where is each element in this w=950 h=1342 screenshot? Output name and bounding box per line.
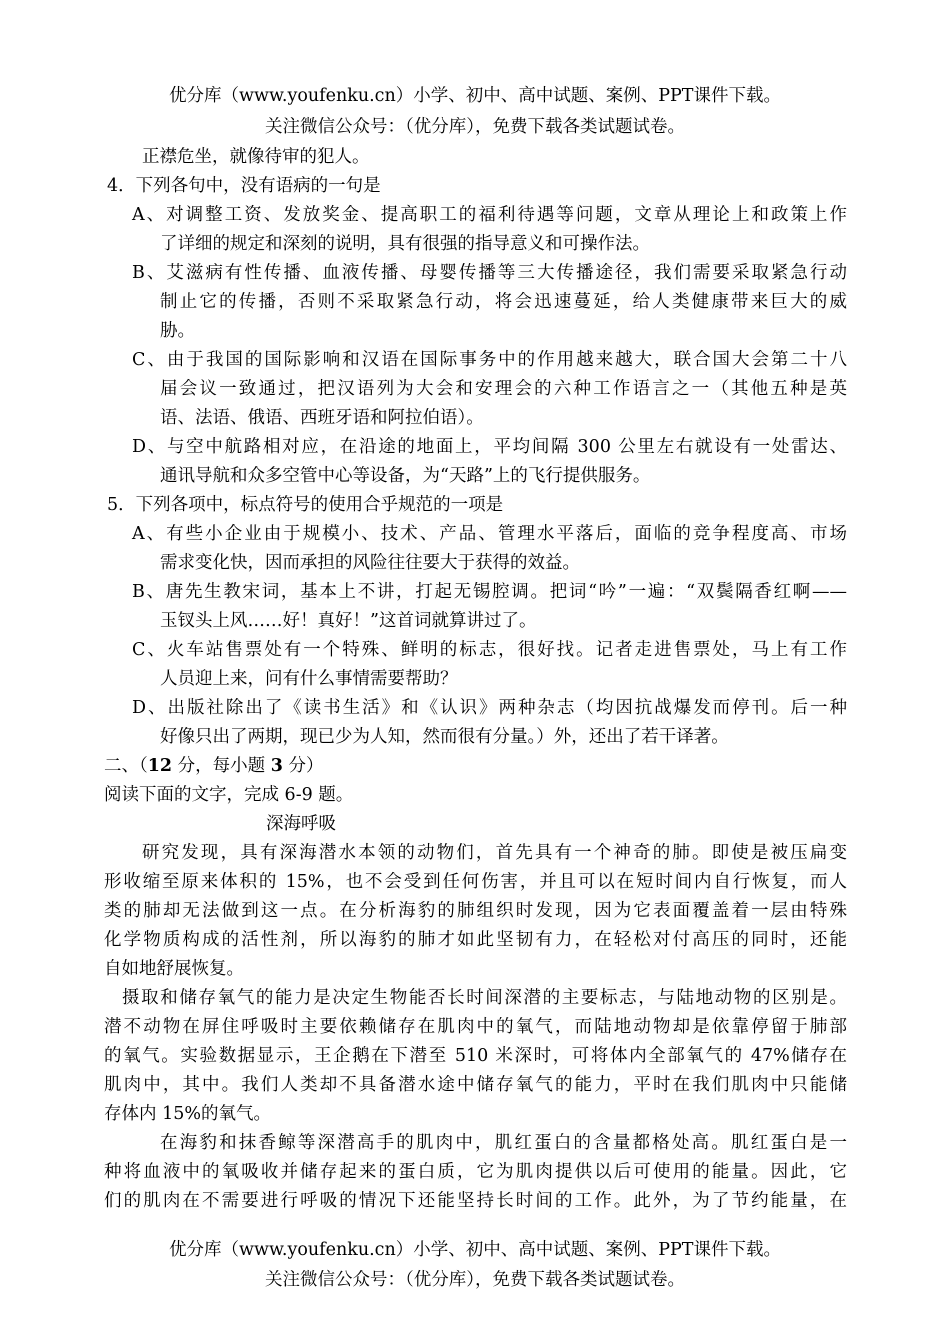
q5-option-a-line-2: 需求变化快，因而承担的风险往往要大于获得的效益。: [160, 553, 580, 573]
q5-option-c-line-2: 人员迎上来，问有什么事情需要帮助？: [160, 669, 458, 689]
q4-option-d-line-2: 通讯导航和众多空管中心等设备，为“天路”上的飞行提供服务。: [160, 466, 651, 486]
section-2-heading: 二、（12 分，每小题 3 分）: [104, 756, 324, 776]
q4-option-d-line-1: D、与空中航路相对应，在沿途的地面上，平均间隔 300 公里左右就设有一处雷达、: [132, 437, 847, 457]
q5-option-b-line-1: B、唐先生教宋词，基本上不讲，打起无锡腔调。把词“吟”一遍：“双鬓隔香红啊——: [132, 582, 847, 602]
footer-line-1: 优分库（www.youfenku.cn）小学、初中、高中试题、案例、PPT课件下载。: [169, 1240, 781, 1260]
passage-p3-line-1: 在海豹和抹香鲸等深潜高手的肌肉中，肌红蛋白的含量都格处高。肌红蛋白是一: [160, 1133, 847, 1153]
q5-option-d-line-2: 好像只出了两期，现已少为人知，然而很有分量。）外，还出了若干译著。: [160, 727, 729, 747]
passage-p2-line-1: 摄取和储存氧气的能力是决定生物能否长时间深潜的主要标志，与陆地动物的区别是。: [122, 988, 847, 1008]
section-2-instruction: 阅读下面的文字，完成 6-9 题。: [104, 785, 354, 805]
passage-p1-line-2: 形收缩至原来体积的 15%，也不会受到任何伤害，并且可以在短时间内自行恢复，而人: [104, 872, 847, 892]
q4-option-b-line-1: B、艾滋病有性传播、血液传播、母婴传播等三大传播途径，我们需要采取紧急行动: [132, 263, 847, 283]
q4-option-b-line-3: 胁。: [160, 321, 195, 341]
header-line-1: 优分库（www.youfenku.cn）小学、初中、高中试题、案例、PPT课件下载。: [169, 86, 781, 106]
q5-stem: 5．下列各项中，标点符号的使用合乎规范的一项是: [107, 495, 504, 515]
q4-option-c-line-3: 语、法语、俄语、西班牙语和阿拉伯语）。: [160, 408, 484, 428]
passage-p2-line-4: 肌肉中，其中。我们人类却不具备潜水途中储存氧气的能力，平时在我们肌肉中只能储: [104, 1075, 847, 1095]
footer-line-2: 关注微信公众号：（优分库），免费下载各类试题试卷。: [265, 1270, 685, 1290]
passage-p2-line-5: 存体内 15%的氧气。: [104, 1104, 271, 1124]
q5-option-c-line-1: C、火车站售票处有一个特殊、鲜明的标志，很好找。记者走进售票处，马上有工作: [132, 640, 847, 660]
q5-option-d-line-1: D、出版社除出了《读书生活》和《认识》两种杂志（均因抗战爆发而停刊。后一种: [132, 698, 847, 718]
q5-option-b-line-2: 玉钗头上风……好！真好！”这首词就算讲过了。: [160, 611, 537, 631]
passage-p2-line-3: 的氧气。实验数据显示，王企鹅在下潜至 510 米深时，可将体内全部氧气的 47%储存在: [104, 1046, 847, 1066]
header-line-2: 关注微信公众号：（优分库），免费下载各类试题试卷。: [265, 117, 685, 137]
passage-p1-line-5: 自如地舒展恢复。: [104, 959, 244, 979]
q4-option-a-line-2: 了详细的规定和深刻的说明，具有很强的指导意义和可操作法。: [160, 234, 650, 254]
passage-p1-line-3: 类的肺却无法做到这一点。在分析海豹的肺组织时发现，因为它表面覆盖着一层由特殊: [104, 901, 847, 921]
q4-option-b-line-2: 制止它的传播，否则不采取紧急行动，将会迅速蔓延，给人类健康带来巨大的威: [160, 292, 847, 312]
passage-p1-line-1: 研究发现，具有深海潜水本领的动物们，首先具有一个神奇的肺。即使是被压扁变: [142, 843, 847, 863]
q5-option-a-line-1: A、有些小企业由于规模小、技术、产品、管理水平落后，面临的竞争程度高、市场: [132, 524, 847, 544]
q4-option-a-line-1: A、对调整工资、发放奖金、提高职工的福利待遇等问题，文章从理论上和政策上作: [132, 205, 847, 225]
passage-p2-line-2: 潜不动物在屏住呼吸时主要依赖储存在肌肉中的氧气，而陆地动物却是依靠停留于肺部: [104, 1017, 847, 1037]
passage-p1-line-4: 化学物质构成的活性剂，所以海豹的肺才如此坚韧有力，在轻松对付高压的同时，还能: [104, 930, 847, 950]
passage-p3-line-3: 们的肌肉在不需要进行呼吸的情况下还能坚持长时间的工作。此外，为了节约能量，在: [104, 1191, 847, 1211]
q4-stem: 4．下列各句中，没有语病的一句是: [107, 176, 381, 196]
q4-option-c-line-2: 届会议一致通过，把汉语列为大会和安理会的六种工作语言之一（其他五种是英: [160, 379, 847, 399]
top-fragment: 正襟危坐，就像待审的犯人。: [142, 147, 370, 167]
q4-option-c-line-1: C、由于我国的国际影响和汉语在国际事务中的作用越来越大，联合国大会第二十八: [132, 350, 847, 370]
passage-title: 深海呼吸: [266, 814, 336, 834]
passage-p3-line-2: 种将血液中的氧吸收并储存起来的蛋白质，它为肌肉提供以后可使用的能量。因此，它: [104, 1162, 847, 1182]
